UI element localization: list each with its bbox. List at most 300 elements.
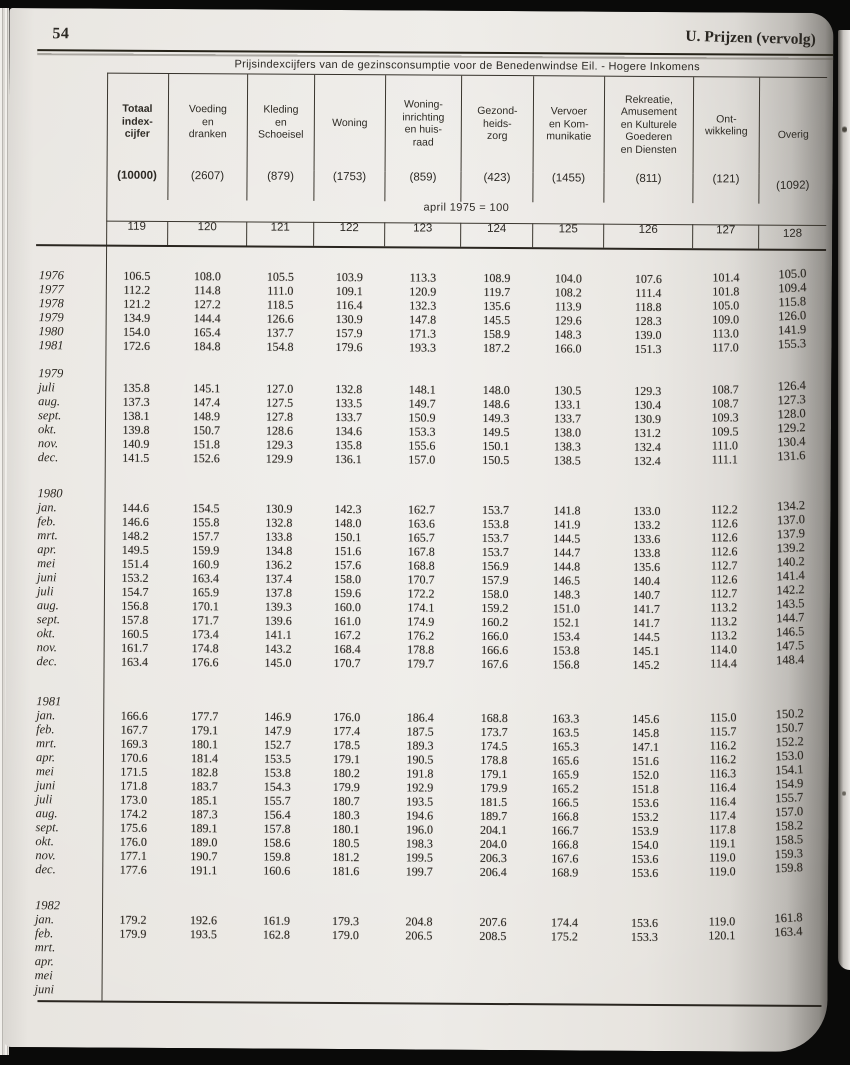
- value-cell: 141.9: [553, 517, 581, 532]
- value-cell: 150.5: [482, 452, 510, 468]
- value-cell: 162.8: [262, 927, 290, 942]
- value-cell: 176.6: [191, 655, 219, 670]
- value-cell: 163.3: [552, 711, 580, 726]
- value-cell: 171.5: [120, 764, 148, 779]
- column-code: 120: [168, 221, 247, 245]
- value-cell: 193.5: [189, 927, 217, 942]
- value-cell: 145.6: [632, 711, 660, 726]
- table-section: [34, 486, 825, 673]
- value-cell: 128.0: [777, 406, 806, 422]
- value-cell: 191.8: [406, 766, 434, 781]
- column-weight: (879): [247, 170, 314, 200]
- value-cell: 140.7: [632, 587, 661, 602]
- value-cell: 133.5: [335, 395, 363, 411]
- value-cell: 199.5: [405, 850, 433, 865]
- value-cell: 177.7: [191, 709, 219, 724]
- value-cell: 113.2: [710, 628, 738, 643]
- value-cell: 165.3: [552, 739, 580, 754]
- row-label: juni: [37, 570, 57, 585]
- value-cell: 157.9: [335, 325, 363, 341]
- value-cell: 140.2: [776, 554, 806, 570]
- value-cell: 119.1: [709, 836, 736, 851]
- row-label: aug.: [35, 806, 58, 821]
- value-cell: 120.1: [708, 928, 736, 943]
- value-cell: 173.0: [120, 792, 148, 807]
- value-cell: 143.5: [776, 596, 805, 612]
- value-cell: 155.8: [192, 515, 220, 530]
- value-cell: 174.2: [120, 806, 148, 821]
- value-cell: 177.4: [333, 723, 361, 739]
- value-cell: 193.3: [408, 340, 437, 355]
- value-cell: 128.6: [265, 423, 294, 438]
- value-cell: 206.5: [405, 928, 433, 943]
- value-cell: 153.6: [630, 915, 659, 930]
- column-header: Ont- wikkeling: [694, 77, 761, 173]
- row-label: jan.: [34, 912, 55, 927]
- value-cell: 166.0: [481, 628, 509, 644]
- value-cell: 167.2: [333, 627, 361, 643]
- column-weight: (423): [461, 172, 533, 202]
- value-cell: 157.6: [334, 557, 362, 573]
- value-cell: 126.6: [266, 311, 294, 326]
- value-cell: 187.2: [482, 340, 511, 356]
- row-label: 1980: [38, 324, 64, 339]
- value-cell: 150.2: [775, 706, 805, 722]
- value-cell: 160.2: [481, 614, 509, 630]
- page-header: [9, 8, 833, 54]
- row-label: nov.: [36, 640, 57, 655]
- value-cell: 161.7: [121, 640, 149, 655]
- value-cell: 189.3: [406, 738, 434, 753]
- value-cell: 192.6: [189, 913, 218, 928]
- value-cell: 126.0: [777, 308, 807, 324]
- value-cell: 139.6: [264, 613, 292, 628]
- value-cell: 148.9: [193, 409, 221, 424]
- value-cell: 133.6: [633, 531, 661, 546]
- column-code: 125: [533, 223, 604, 247]
- column-weight: (2607): [168, 170, 247, 200]
- value-cell: 151.8: [631, 781, 659, 796]
- value-cell: 161.0: [333, 613, 361, 629]
- row-label: juni: [34, 982, 55, 997]
- row-label: juli: [36, 584, 54, 599]
- row-label: jan.: [37, 500, 57, 515]
- value-cell: 185.1: [190, 793, 218, 808]
- value-cell: 115.7: [709, 724, 737, 739]
- value-cell: 179.6: [335, 339, 363, 355]
- value-cell: 139.8: [122, 422, 150, 437]
- value-cell: 168.8: [480, 710, 508, 726]
- value-cell: 133.8: [265, 529, 293, 544]
- column-code: 123: [385, 222, 461, 246]
- row-label: sept.: [38, 408, 62, 423]
- value-cell: 153.3: [630, 929, 658, 944]
- column-weight: (121): [693, 173, 759, 203]
- row-label: aug.: [36, 598, 59, 613]
- value-cell: 179.2: [119, 912, 147, 927]
- value-cell: 158.5: [774, 832, 804, 848]
- value-cell: 148.0: [482, 382, 510, 398]
- value-cell: 136.2: [265, 557, 293, 572]
- value-cell: 176.0: [333, 709, 361, 725]
- value-cell: 165.9: [551, 767, 579, 782]
- value-cell: 144.5: [553, 531, 581, 546]
- value-cell: 165.4: [193, 325, 221, 340]
- value-cell: 159.9: [192, 543, 220, 558]
- value-cell: 136.1: [334, 451, 362, 467]
- value-cell: 111.1: [711, 452, 738, 467]
- table-row: [32, 862, 822, 881]
- value-cell: 112.6: [710, 544, 738, 559]
- price-index-table: [31, 53, 827, 1007]
- row-label: 1978: [38, 296, 64, 311]
- value-cell: 108.9: [483, 270, 511, 286]
- value-cell: 177.6: [119, 862, 147, 877]
- value-cell: 129.6: [554, 313, 582, 328]
- value-cell: 147.1: [632, 739, 660, 754]
- value-cell: 179.3: [331, 913, 360, 929]
- value-cell: 160.6: [263, 863, 291, 878]
- value-cell: 135.6: [633, 559, 661, 574]
- value-cell: 171.3: [409, 326, 437, 341]
- value-cell: 119.0: [708, 914, 736, 929]
- value-cell: 114.8: [194, 283, 221, 298]
- value-cell: 152.1: [552, 615, 580, 630]
- value-cell: 192.9: [406, 780, 434, 795]
- value-cell: 115.8: [778, 294, 807, 310]
- value-cell: 152.0: [631, 767, 659, 782]
- value-cell: 154.0: [123, 324, 151, 339]
- value-cell: 191.1: [190, 863, 218, 878]
- value-cell: 135.6: [483, 298, 511, 314]
- value-cell: 130.4: [777, 434, 806, 450]
- value-cell: 155.7: [774, 790, 804, 806]
- value-cell: 148.3: [552, 587, 581, 602]
- value-cell: 137.3: [122, 394, 150, 409]
- row-label: 1977: [38, 282, 64, 297]
- value-cell: 153.2: [121, 570, 149, 585]
- year-label: 1981: [36, 694, 62, 709]
- value-cell: 145.1: [632, 643, 660, 658]
- value-cell: 180.1: [191, 737, 219, 752]
- value-cell: 159.6: [333, 585, 362, 601]
- value-cell: 127.3: [777, 392, 807, 408]
- value-cell: 172.6: [122, 338, 151, 353]
- value-cell: 137.7: [266, 325, 294, 340]
- value-cell: 174.8: [191, 641, 219, 656]
- value-cell: 154.1: [775, 762, 804, 778]
- value-cell: 109.4: [777, 280, 807, 296]
- value-cell: 127.5: [266, 395, 294, 410]
- table-row: [34, 654, 824, 673]
- value-cell: 160.0: [333, 599, 361, 615]
- value-cell: 153.0: [775, 748, 804, 764]
- value-cell: 129.3: [265, 437, 293, 452]
- value-cell: 133.0: [633, 503, 661, 518]
- value-cell: 178.5: [333, 737, 361, 753]
- value-cell: 150.7: [192, 423, 221, 438]
- row-label: juni: [35, 778, 56, 793]
- value-cell: 180.7: [332, 793, 360, 809]
- row-label: nov.: [35, 848, 56, 863]
- table-row: [35, 450, 825, 469]
- value-cell: 101.4: [712, 270, 740, 285]
- value-cell: 204.1: [479, 822, 508, 838]
- column-codes-row: [36, 220, 826, 249]
- value-cell: 141.5: [122, 450, 150, 465]
- value-cell: 171.8: [120, 778, 148, 793]
- value-cell: 189.0: [190, 835, 218, 850]
- row-label: jan.: [36, 708, 56, 723]
- value-cell: 138.0: [553, 425, 582, 440]
- column-code: 127: [693, 224, 759, 248]
- value-cell: 166.0: [554, 341, 582, 356]
- value-cell: 112.2: [711, 502, 738, 517]
- value-cell: 137.8: [264, 585, 293, 600]
- value-cell: 165.7: [407, 530, 435, 545]
- row-label: feb.: [37, 514, 56, 529]
- value-cell: 175.6: [119, 820, 148, 835]
- value-cell: 131.6: [776, 448, 806, 464]
- row-label: mrt.: [34, 940, 56, 955]
- value-cell: 181.6: [332, 863, 360, 879]
- column-header: Kleding en Schoeisel: [248, 74, 316, 170]
- value-cell: 107.6: [634, 271, 662, 286]
- value-cell: 187.3: [190, 807, 218, 822]
- value-cell: 153.7: [481, 530, 509, 546]
- adjacent-page-edge: [838, 30, 850, 970]
- value-cell: 148.6: [482, 396, 510, 412]
- value-cell: 148.1: [408, 382, 436, 397]
- value-cell: 151.0: [552, 601, 580, 616]
- value-cell: 204.8: [405, 914, 433, 929]
- value-cell: 170.1: [191, 599, 219, 614]
- value-cell: 117.8: [709, 822, 736, 837]
- column-header: Vervoer en Kom- munikatie: [534, 76, 606, 172]
- column-header: Woning- inrichting en huis- raad: [386, 75, 463, 171]
- year-label: 1982: [35, 898, 61, 913]
- value-cell: 118.8: [634, 299, 662, 314]
- value-cell: 165.9: [191, 585, 220, 600]
- value-cell: 154.3: [263, 779, 291, 794]
- column-weight: (10000): [106, 170, 168, 200]
- value-cell: 156.9: [481, 558, 509, 574]
- row-label: aug.: [38, 394, 61, 409]
- value-cell: 163.6: [407, 516, 435, 531]
- value-cell: 204.0: [479, 836, 507, 852]
- value-cell: 151.3: [634, 341, 662, 356]
- value-cell: 132.4: [633, 453, 661, 468]
- value-cell: 180.1: [332, 821, 360, 837]
- value-cell: 141.8: [553, 503, 581, 518]
- value-cell: 105.5: [266, 269, 294, 284]
- value-cell: 176.2: [407, 628, 435, 643]
- value-cell: 153.5: [263, 751, 292, 766]
- page-number: 54: [52, 25, 70, 43]
- value-cell: 141.9: [777, 322, 807, 338]
- value-cell: 159.8: [774, 860, 804, 876]
- value-cell: 138.5: [553, 453, 581, 468]
- value-cell: 177.1: [119, 848, 147, 863]
- value-cell: 132.8: [335, 381, 363, 397]
- value-cell: 116.4: [709, 794, 737, 809]
- value-cell: 167.6: [481, 656, 509, 672]
- value-cell: 134.6: [334, 423, 363, 439]
- value-cell: 163.4: [121, 654, 149, 669]
- value-cell: 145.2: [632, 657, 660, 672]
- value-cell: 182.8: [190, 765, 218, 780]
- value-cell: 167.8: [407, 544, 435, 559]
- column-weight: (859): [385, 171, 461, 201]
- value-cell: 118.5: [266, 297, 294, 312]
- value-cell: 137.0: [776, 512, 806, 528]
- column-code: 121: [247, 221, 314, 245]
- value-cell: 148.0: [334, 515, 362, 531]
- value-cell: 165.2: [551, 781, 579, 796]
- value-cell: 144.4: [193, 311, 221, 326]
- value-cell: 149.3: [482, 410, 510, 426]
- value-cell: 116.4: [335, 297, 363, 313]
- value-cell: 135.8: [334, 437, 362, 453]
- column-weight-stub: [36, 169, 106, 199]
- value-cell: 154.9: [774, 776, 804, 792]
- value-cell: 158.2: [774, 818, 804, 834]
- value-cell: 142.2: [776, 582, 805, 598]
- value-cell: 166.7: [551, 823, 579, 838]
- column-code: 122: [314, 222, 385, 246]
- value-cell: 127.8: [266, 409, 294, 424]
- row-label: 1979: [38, 310, 64, 325]
- value-cell: 133.7: [335, 409, 363, 425]
- value-cell: 109.5: [711, 424, 739, 439]
- value-cell: 106.5: [123, 268, 151, 283]
- value-cell: 108.0: [193, 269, 221, 284]
- value-cell: 119.7: [483, 284, 511, 300]
- value-cell: 137.9: [776, 526, 806, 542]
- value-cell: 134.8: [265, 543, 293, 558]
- column-header: Totaal index- cijfer: [107, 74, 170, 170]
- value-cell: 170.7: [333, 655, 361, 671]
- value-cell: 179.1: [191, 723, 219, 738]
- value-cell: 109.1: [335, 283, 363, 299]
- value-cell: 167.6: [551, 851, 579, 866]
- value-cell: 133.8: [633, 545, 661, 560]
- value-cell: 156.8: [121, 598, 149, 613]
- table-section: [35, 366, 826, 469]
- value-cell: 160.5: [121, 626, 149, 641]
- value-cell: 142.3: [334, 501, 362, 517]
- value-cell: 111.4: [635, 285, 662, 300]
- value-cell: 149.5: [121, 542, 149, 557]
- value-cell: 152.2: [775, 734, 804, 750]
- value-cell: 132.8: [265, 515, 293, 530]
- value-cell: 132.4: [633, 439, 661, 454]
- table-title: Prijsindexcijfers van de gezinsconsumptie voor de Benedenwindse Eil. - Hogere Inkomens: [107, 54, 827, 78]
- value-cell: 113.0: [712, 326, 739, 341]
- value-cell: 153.6: [631, 865, 659, 880]
- value-cell: 157.9: [481, 572, 509, 588]
- value-cell: 104.0: [554, 271, 582, 286]
- value-cell: 155.7: [263, 793, 291, 808]
- value-cell: 208.5: [479, 928, 507, 944]
- value-cell: 141.1: [264, 627, 292, 642]
- row-label: apr.: [37, 542, 57, 557]
- value-cell: 141.4: [776, 568, 805, 584]
- value-cell: 113.2: [710, 614, 738, 629]
- value-cell: 140.4: [633, 573, 661, 588]
- value-cell: 170.6: [120, 750, 148, 765]
- value-cell: 127.0: [266, 381, 294, 396]
- value-cell: 134.2: [776, 498, 806, 514]
- value-cell: 141.7: [632, 615, 660, 630]
- row-label: 1976: [38, 268, 64, 283]
- row-label: sept.: [35, 820, 59, 835]
- value-cell: 179.1: [480, 766, 508, 782]
- value-cell: 150.7: [775, 720, 805, 736]
- value-cell: 172.2: [407, 586, 435, 601]
- value-cell: 167.7: [120, 722, 148, 737]
- column-code: 128: [782, 227, 803, 240]
- column-header: Voeding en dranken: [169, 74, 249, 170]
- value-cell: 181.2: [332, 849, 360, 865]
- value-cell: 152.7: [264, 737, 292, 752]
- row-label: apr.: [35, 750, 56, 765]
- value-cell: 119.0: [708, 864, 736, 879]
- value-cell: 174.1: [407, 600, 435, 615]
- value-cell: 160.9: [192, 557, 220, 572]
- value-cell: 154.0: [631, 837, 659, 852]
- value-cell: 155.3: [777, 336, 807, 352]
- value-cell: 129.2: [777, 420, 806, 436]
- value-cell: 186.4: [406, 710, 434, 725]
- value-cell: 130.9: [634, 411, 662, 426]
- value-cell: 166.8: [551, 837, 579, 852]
- table-body: [32, 246, 827, 1001]
- value-cell: 156.8: [552, 657, 580, 672]
- value-cell: 146.6: [121, 514, 149, 529]
- value-cell: 139.3: [264, 599, 292, 614]
- value-cell: 139.0: [634, 327, 662, 342]
- value-cell: 169.3: [120, 736, 148, 751]
- value-cell: 145.1: [193, 381, 221, 396]
- value-cell: 145.5: [483, 312, 511, 328]
- value-cell: 113.9: [554, 299, 582, 314]
- column-weights-row: [36, 169, 826, 204]
- value-cell: 133.1: [554, 397, 582, 412]
- value-cell: 147.8: [409, 312, 437, 327]
- value-cell: 138.1: [122, 408, 150, 423]
- value-cell: 153.6: [631, 851, 659, 866]
- row-label: dec.: [35, 862, 56, 877]
- value-cell: 130.9: [265, 501, 293, 516]
- value-cell: 111.0: [267, 283, 294, 298]
- value-cell: 156.4: [263, 807, 291, 822]
- value-cell: 154.8: [266, 339, 294, 354]
- value-cell: 161.9: [262, 913, 291, 928]
- value-cell: 179.9: [119, 926, 147, 941]
- value-cell: 158.9: [483, 326, 511, 342]
- value-cell: 206.3: [479, 850, 507, 866]
- value-cell: 179.1: [332, 751, 361, 767]
- value-cell: 145.0: [264, 655, 292, 670]
- column-code: 119: [106, 221, 168, 245]
- value-cell: 121.2: [123, 296, 151, 311]
- row-label: mrt.: [37, 528, 58, 543]
- value-cell: 113.2: [710, 600, 738, 615]
- value-cell: 179.7: [407, 656, 435, 671]
- value-cell: 157.0: [774, 804, 804, 820]
- column-weight: (1455): [533, 172, 604, 202]
